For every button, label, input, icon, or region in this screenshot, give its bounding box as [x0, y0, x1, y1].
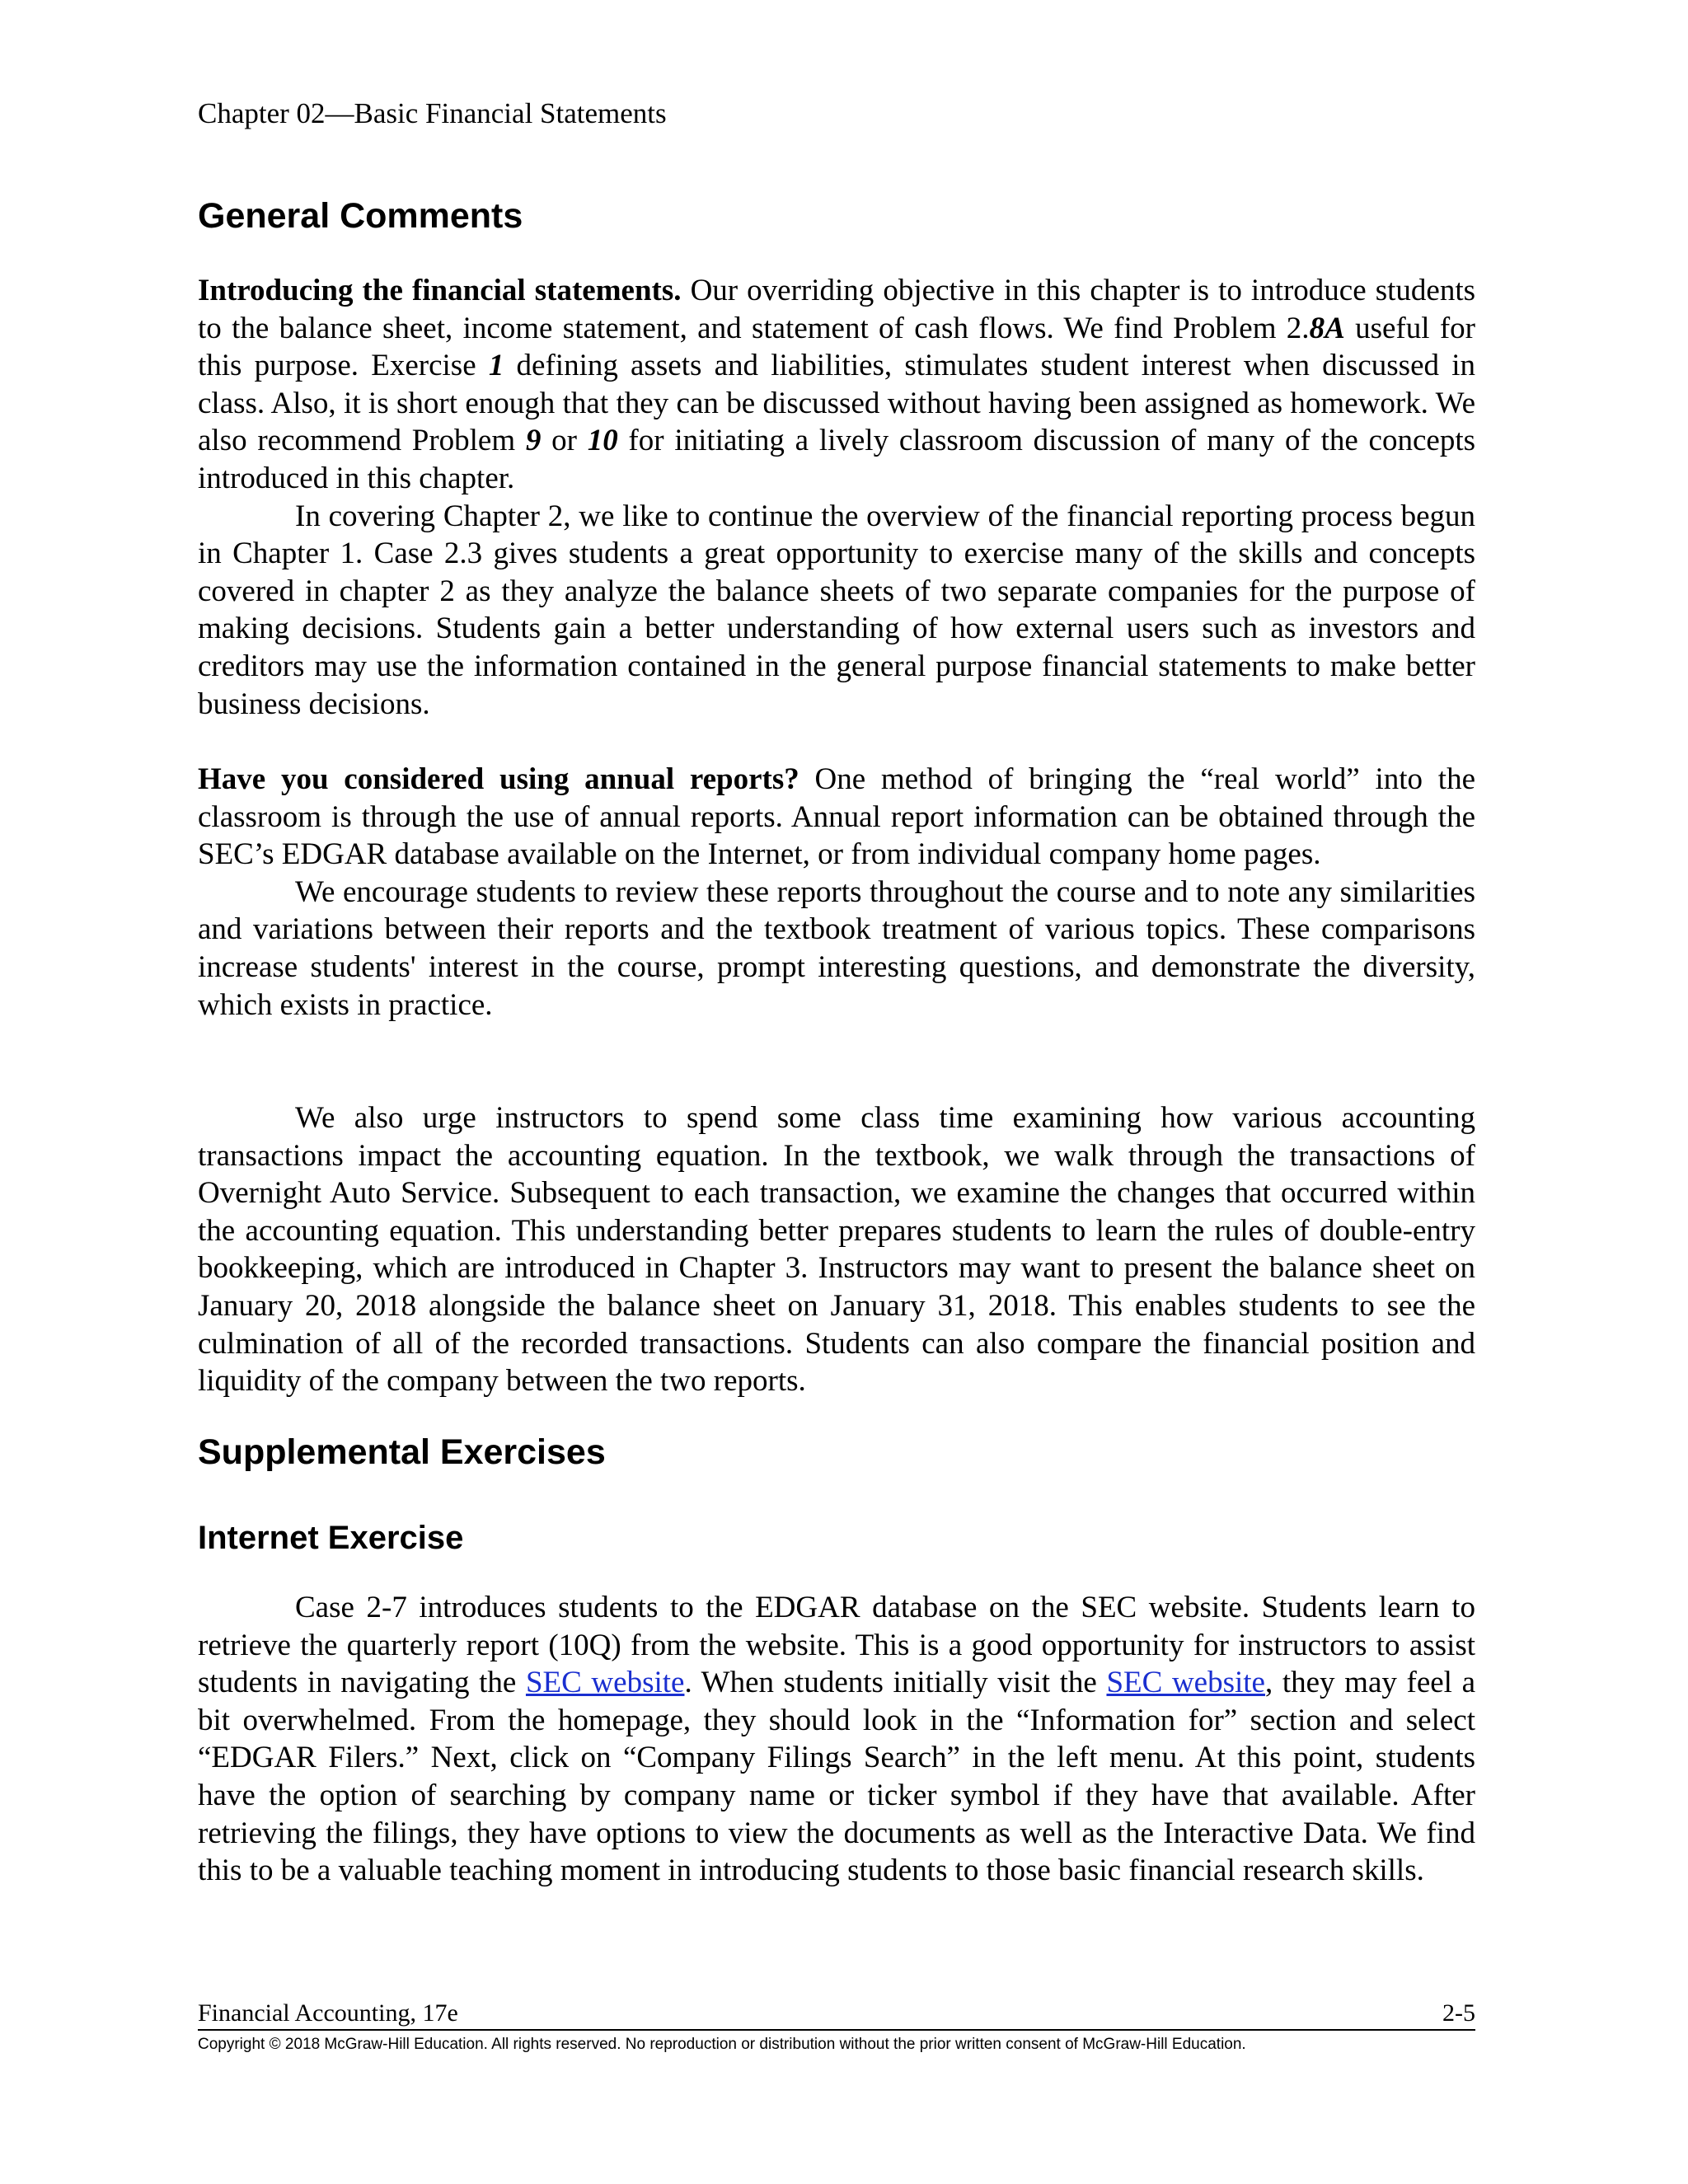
document-page	[198, 0, 1475, 2184]
general-comments-heading: General Comments	[198, 196, 523, 236]
annual-reports-text: One method of bringing the “real world” into the classroom is through the use of annual reports. Annual report information can be obtained through the SEC’s EDGAR database available on the Internet, or from individual company home pages.	[198, 762, 1475, 872]
exercise-ref: 1	[488, 349, 504, 383]
urge-paragraph: We also urge instructors to spend some class time examining how various accounting transactions impact the accounting equation. In the textbook, we walk through the transactions of Overnight Auto Service. Subsequent to each transaction, we examine the changes that occurred within the accounting equation. This understanding better prepares students to learn the rules of double-entry bookkeeping, which are introduced in Chapter 3. Instructors may want to present the balance sheet on January 20, 2018 alongside the balance sheet on January 31, 2018. This enables students to see the culmination of all of the recorded transactions. Students can also compare the financial position and liquidity of the company between the two reports.	[198, 1101, 1475, 1399]
intro-text-1: Our overriding objective in this chapter is to introduce students to the balance sheet, income statement, and statement of cash flows. We find Problem 2.	[198, 274, 1475, 345]
encourage-paragraph: We encourage students to review these reports throughout the course and to note any similarities and variations between their reports and the textbook treatment of various topics. These comparisons increase students' interest in the course, prompt interesting questions, and demonstrate the diversity, which exists in practice.	[198, 874, 1475, 1022]
footer	[198, 1998, 1475, 2031]
supplemental-exercises-heading: Supplemental Exercises	[198, 1432, 606, 1472]
intro-text-2: useful for this purpose. Exercise	[198, 311, 1475, 383]
internet-exercise-body	[198, 1589, 1475, 1890]
internet-exercise-paragraph	[198, 1589, 1475, 1890]
problem-ref: 8A	[1309, 311, 1345, 345]
intro-text-3: defining assets and liabilities, stimulates student interest when discussed in class. Also, it is short enough that they can be discussed without having been assigned as homework. We also recommend Problem	[198, 349, 1475, 458]
internet-text-1: Case 2-7 introduces students to the EDGAR database on the SEC website. Students learn to retrieve the quarterly report (10Q) from the website. This is a good opportunity for instructors to assist students in navigating the	[198, 1591, 1475, 1700]
intro-text-4: for initiating a lively classroom discussion of many of the concepts introduced in this chapter.	[198, 424, 1475, 495]
sec-website-link[interactable]: SEC website	[525, 1666, 685, 1700]
annual-reports-lead: Have you considered using annual reports?	[198, 762, 799, 796]
copyright-notice: Copyright © 2018 McGraw-Hill Education. All rights reserved. No reproduction or distribution without the prior written consent of McGraw-Hill Education.	[198, 2036, 1246, 2053]
general-comments-body	[198, 272, 1475, 723]
problem-a-ref: 9	[525, 424, 542, 458]
annual-reports-body	[198, 761, 1475, 1024]
footer-book-title: Financial Accounting, 17e	[198, 1999, 458, 2027]
intro-paragraph	[198, 272, 1475, 498]
footer-page-number: 2-5	[1442, 1999, 1475, 2027]
urge-body	[198, 1099, 1475, 1400]
intro-text-or: or	[541, 424, 588, 458]
problem-b-ref: 10	[587, 424, 618, 458]
sec-website-link-2[interactable]: SEC website	[1106, 1666, 1265, 1700]
annual-reports-paragraph	[198, 761, 1475, 874]
chapter-overview-paragraph: In covering Chapter 2, we like to continue the overview of the financial reporting process begun in Chapter 1. Case 2.3 gives students a great opportunity to exercise many of the skills and concepts covered in chapter 2 as they analyze the balance sheets of two separate companies for the purpose of making decisions. Students gain a better understanding of how external users such as investors and creditors may use the information contained in the general purpose financial statements to make better business decisions.	[198, 499, 1475, 721]
internet-exercise-heading: Internet Exercise	[198, 1520, 464, 1556]
running-head: Chapter 02—Basic Financial Statements	[198, 97, 667, 129]
internet-text-2: . When students initially visit the	[684, 1666, 1107, 1700]
intro-lead: Introducing the financial statements.	[198, 274, 682, 307]
internet-text-3: , they may feel a bit overwhelmed. From the homepage, they should look in the “Information for” section and select “EDGAR Filers.” Next, click on “Company Filings Search” in the left menu. At this point, students have the option of searching by company name or ticker symbol if they have that available. After retrieving the filings, they have options to view the documents as well as the Interactive Data. We find this to be a valuable teaching moment in introducing students to those basic financial research skills.	[198, 1666, 1476, 1888]
